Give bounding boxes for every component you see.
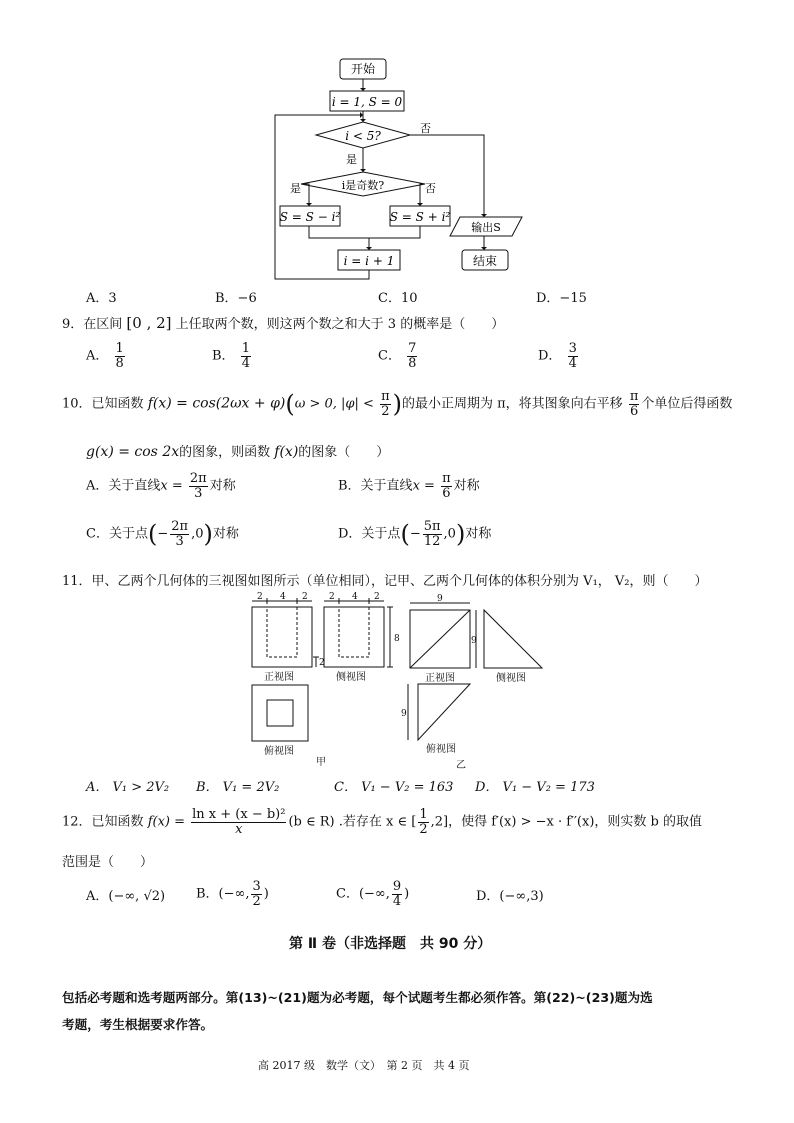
q10-d-zero: ,0 xyxy=(443,526,456,542)
q10-option-d: D．关于点(− $\frac{5\pi}{12}$ ,0)对称 xyxy=(338,519,492,549)
dim-8: 8 xyxy=(394,634,400,644)
q9-d-label: D． xyxy=(538,348,562,364)
q9-d-den: 4 xyxy=(568,355,577,371)
q10-pi-over-6 xyxy=(629,390,640,418)
view-top-yi: 俯视图 xyxy=(426,744,456,755)
q10-option-c: C．关于点(− $\frac{2\pi}{3}$ ,0)对称 xyxy=(86,519,239,549)
q11-option-c: C． V₁ − V₂ = 163 xyxy=(334,780,454,795)
q9-a-label: A． xyxy=(86,348,109,364)
flow-output: 输出S xyxy=(471,221,501,234)
q12-den: x xyxy=(235,821,243,837)
q12-prefix: 12．已知函数 xyxy=(62,814,144,830)
q10-pi-num: π xyxy=(381,389,390,404)
q12-option-c xyxy=(336,880,409,908)
dim-2e: 2 xyxy=(319,658,325,668)
q12-num: ln x + (x − b)² xyxy=(192,807,286,822)
q10-c-post: 对称 xyxy=(212,526,239,542)
flow-init: i = 1, S = 0 xyxy=(331,95,403,109)
q12-c-pre: C．(−∞, xyxy=(336,886,390,902)
label-yi: 乙 xyxy=(456,760,466,770)
q12-b-post: ) xyxy=(263,886,269,902)
q12-half-den: 2 xyxy=(419,821,428,837)
q12-c-den: 4 xyxy=(392,893,402,909)
q10-gx: g(x) = cos 2x xyxy=(86,444,180,460)
q10-d-pre: D．关于点 xyxy=(338,526,401,542)
flow-no2: 否 xyxy=(425,182,436,195)
dim-2c: 2 xyxy=(329,592,335,602)
q11-stem: 11．甲、乙两个几何体的三视图如图所示（单位相同），记甲、乙两个几何体的体积分别为 V₁， V₂，则（ ） xyxy=(62,574,708,589)
q10-a-post: 对称 xyxy=(209,478,236,494)
q10-a-den: 3 xyxy=(194,485,203,501)
q9-suffix: 上任取两个数，则这两个数之和大于 3 的概率是（ ） xyxy=(175,317,505,332)
flow-cond2: i是奇数? xyxy=(341,179,385,192)
q9-b-frac xyxy=(241,342,251,370)
dim-2a: 2 xyxy=(257,592,263,602)
view-front-yi: 正视图 xyxy=(425,673,455,684)
q9-c-num: 7 xyxy=(408,341,417,356)
q10-stem-line2 xyxy=(86,441,389,460)
q10-b-frac xyxy=(441,472,452,500)
q12-b-frac xyxy=(251,880,261,908)
flow-cond1: i < 5? xyxy=(345,129,381,143)
q12-text3: ,2]，使得 f′(x) > −x · f′′(x)，则实数 b 的取值 xyxy=(430,814,702,830)
flow-end: 结束 xyxy=(472,254,498,268)
flow-right-box: S = S + i² xyxy=(389,210,451,224)
three-view-figure xyxy=(0,590,794,770)
q10-text5: 的图象（ ） xyxy=(298,445,390,460)
q10-text2: 的最小正周期为 π，将其图象向右平移 xyxy=(401,396,623,412)
q10-c-zero: ,0 xyxy=(191,526,204,542)
q10-pi-num2: π xyxy=(629,389,639,404)
q10-cond: ω > 0, |φ| < xyxy=(294,396,374,412)
q9-option-b xyxy=(212,342,253,370)
q12-half xyxy=(418,808,428,836)
q9-a-den: 8 xyxy=(115,355,124,371)
q12-stem-line1 xyxy=(62,808,702,836)
q10-d-frac xyxy=(423,520,442,548)
dim-9b: 9 xyxy=(471,636,477,646)
q11-option-b: B． V₁ = 2V₂ xyxy=(196,780,280,795)
view-side-yi: 侧视图 xyxy=(496,673,526,684)
q10-a-num: 2π xyxy=(189,471,207,486)
q9-b-label: B． xyxy=(212,348,235,364)
q10-a-frac xyxy=(189,472,208,500)
flow-yes1: 是 xyxy=(346,153,357,166)
q12-option-b xyxy=(196,880,269,908)
q9-prefix: 9．在区间 xyxy=(62,317,123,332)
flow-start: 开始 xyxy=(350,62,376,76)
section-title: 第 Ⅱ 卷（非选择题 共 90 分） xyxy=(289,936,492,952)
q10-text4: 的图象，则函数 xyxy=(179,445,271,460)
label-jia: 甲 xyxy=(316,757,326,768)
dim-9a: 9 xyxy=(437,594,443,604)
q9-option-c xyxy=(378,342,419,370)
q10-fx: f(x) = cos(2ωx + φ) xyxy=(147,395,286,412)
q9-option-d xyxy=(538,342,580,370)
q9-d-num: 3 xyxy=(568,341,577,356)
section-intro-line1: 包括必考题和选考题两部分。第(13)~(21)题为必考题，每个试题考生都必须作答。第(22)~(23)题为选 xyxy=(62,990,653,1005)
q10-d-den: 12 xyxy=(423,533,441,549)
q12-fx: f(x) = xyxy=(147,814,185,830)
q9-b-den: 4 xyxy=(241,355,250,371)
q12-stem-line2: 范围是（ ） xyxy=(62,855,154,870)
q9-a-num: 1 xyxy=(115,341,124,356)
flow-inc: i = i + 1 xyxy=(343,254,395,268)
q8-option-b: B．−6 xyxy=(215,291,257,306)
q12-c-post: ) xyxy=(404,886,410,902)
q12-c-frac xyxy=(392,880,402,908)
dim-9c: 9 xyxy=(401,709,407,719)
q10-option-b xyxy=(338,472,480,500)
q10-two: 2 xyxy=(381,403,390,419)
q8-option-c: C．10 xyxy=(378,291,418,306)
page-footer: 高 2017 级 数学（文） 第 2 页 共 4 页 xyxy=(258,1059,470,1072)
view-top-jia: 俯视图 xyxy=(264,746,294,757)
q10-six: 6 xyxy=(629,403,639,419)
q12-b-den: 2 xyxy=(252,893,261,909)
dim-2b: 2 xyxy=(302,592,308,602)
q8-option-a: A．3 xyxy=(86,291,117,306)
q12-c-num: 9 xyxy=(392,879,402,894)
q9-b-num: 1 xyxy=(241,341,250,356)
q10-d-num: 5π xyxy=(423,519,441,534)
dim-4a: 4 xyxy=(280,592,286,602)
view-side-jia: 侧视图 xyxy=(336,672,366,683)
q10-b-num: π xyxy=(442,471,451,486)
q12-text2: (b ∈ R) .若存在 x ∈ [ xyxy=(288,814,417,830)
dim-4b: 4 xyxy=(352,592,358,602)
q12-half-num: 1 xyxy=(419,807,428,822)
q10-b-post: 对称 xyxy=(453,478,480,494)
q10-option-a xyxy=(86,472,236,500)
q9-c-frac xyxy=(407,342,417,370)
q9-interval: [0 , 2] xyxy=(126,314,172,332)
q10-b-x: x = xyxy=(412,478,435,494)
q12-option-d: D．(−∞,3) xyxy=(476,889,544,904)
q10-prefix: 10．已知函数 xyxy=(62,396,144,412)
q9-c-den: 8 xyxy=(408,355,417,371)
q9-c-label: C． xyxy=(378,348,401,364)
section-intro-line2: 考题，考生根据要求作答。 xyxy=(62,1017,214,1032)
q9-a-frac xyxy=(115,342,125,370)
q10-a-pre: A．关于直线 xyxy=(86,478,161,494)
q12-frac xyxy=(191,808,286,836)
q10-c-pre: C．关于点 xyxy=(86,526,148,542)
flow-yes2: 是 xyxy=(290,182,301,195)
q9-stem xyxy=(62,313,504,332)
q10-d-post: 对称 xyxy=(465,526,492,542)
q12-b-pre: B．(−∞, xyxy=(196,886,250,902)
q10-a-x: x = xyxy=(160,478,183,494)
q12-option-a: A．(−∞, √2) xyxy=(86,889,166,904)
q10-text3: 个单位后得函数 xyxy=(641,396,733,412)
q10-fx2: f(x) xyxy=(274,444,299,460)
q9-option-a xyxy=(86,342,127,370)
q12-b-num: 3 xyxy=(252,879,261,894)
q8-option-d: D．−15 xyxy=(536,291,587,306)
flow-left-box: S = S − i² xyxy=(279,210,341,224)
q11-option-d: D． V₁ − V₂ = 173 xyxy=(475,780,595,795)
flow-no1: 否 xyxy=(420,122,431,135)
q11-option-a: A． V₁ > 2V₂ xyxy=(86,780,170,795)
q10-c-num: 2π xyxy=(171,519,189,534)
flowchart xyxy=(0,0,794,290)
view-front-jia: 正视图 xyxy=(264,672,294,683)
q9-d-frac xyxy=(568,342,578,370)
q10-c-den: 3 xyxy=(175,533,184,549)
dim-2d: 2 xyxy=(374,592,380,602)
q10-b-pre: B．关于直线 xyxy=(338,478,413,494)
q10-stem-line1: 10．已知函数 f(x) = cos(2ωx + φ)(ω > 0, |φ| < $\frac{\pi}{2}$ )的最小正周期为 π，将其图象向右平移 $\frac{\pi}{6}$ 个单位后得函数 xyxy=(62,389,733,419)
q10-pi-over-2 xyxy=(380,390,391,418)
q10-b-den: 6 xyxy=(442,485,451,501)
q10-c-frac xyxy=(170,520,189,548)
